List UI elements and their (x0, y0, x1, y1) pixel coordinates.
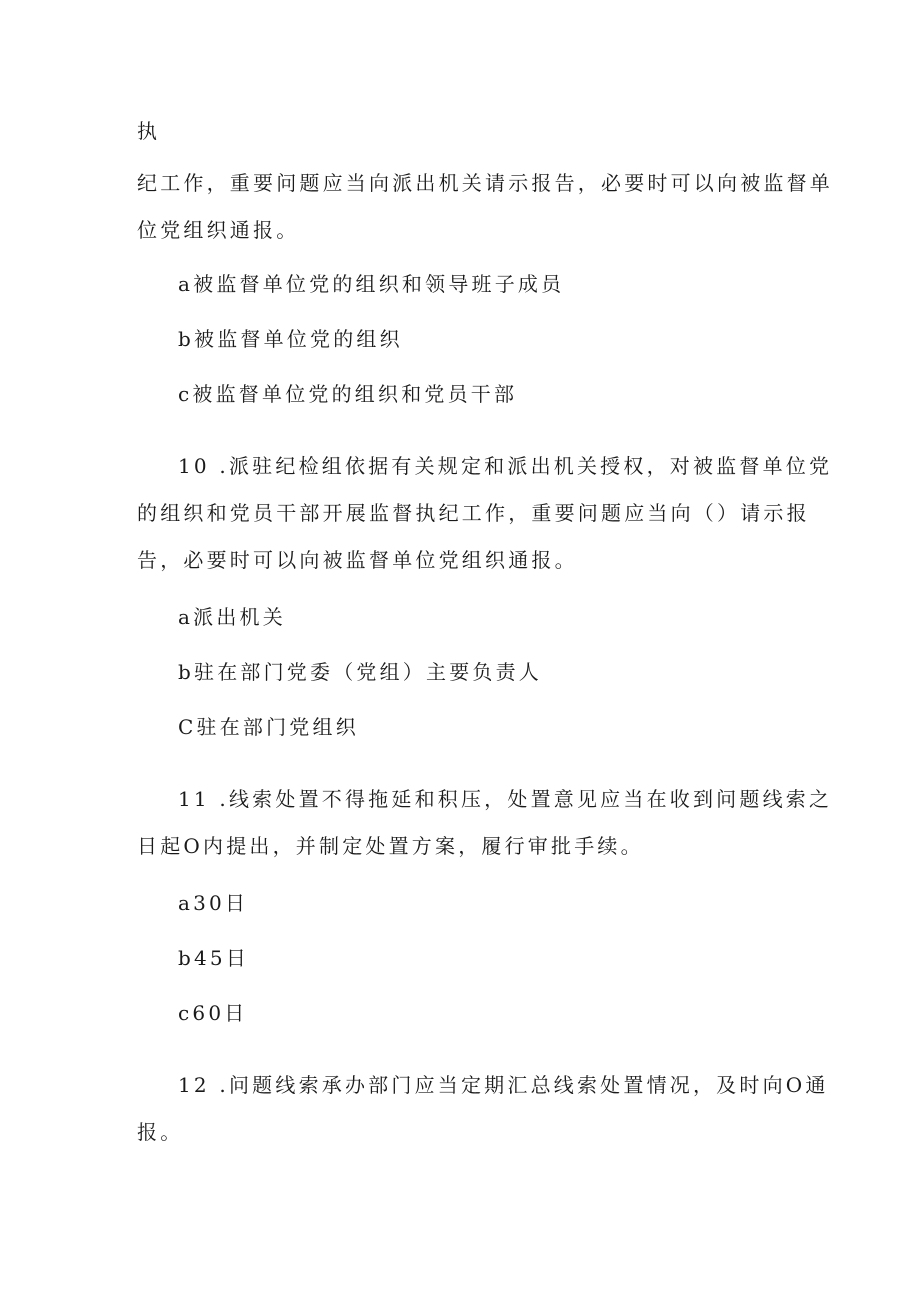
question-10-option-a: a派出机关 (178, 605, 286, 629)
option-a: a被监督单位党的组织和领导班子成员 (178, 272, 565, 296)
question-10-line-2: 的组织和党员干部开展监督执纪工作，重要问题应当向（）请示报 (137, 501, 810, 525)
question-11-option-b: b45日 (178, 946, 250, 970)
question-10-line-1: 10 .派驻纪检组依据有关规定和派出机关授权，对被监督单位党 (178, 454, 833, 478)
fragment-line-1: 执 (137, 119, 161, 143)
option-b: b被监督单位党的组织 (178, 327, 403, 351)
fragment-line-2: 纪工作，重要问题应当向派出机关请示报告，必要时可以向被监督单 (137, 171, 833, 195)
question-11-line-1: 11 .线索处置不得拖延和积压，处置意见应当在收到问题线索之 (178, 787, 833, 811)
question-12-line-1: 12 .问题线索承办部门应当定期汇总线索处置情况，及时向O通 (178, 1073, 829, 1097)
question-11-option-c: c60日 (178, 1001, 248, 1025)
question-10-option-c: C驻在部门党组织 (178, 715, 359, 739)
question-12-line-2: 报。 (137, 1120, 184, 1144)
question-10-line-3: 告，必要时可以向被监督单位党组织通报。 (137, 548, 578, 572)
fragment-line-3: 位党组织通报。 (137, 218, 300, 242)
question-11-line-2: 日起O内提出，并制定处置方案，履行审批手续。 (137, 834, 644, 858)
question-10-option-b: b驻在部门党委（党组）主要负责人 (178, 660, 543, 684)
question-11-option-a: a30日 (178, 891, 249, 915)
option-c: c被监督单位党的组织和党员干部 (178, 382, 518, 406)
